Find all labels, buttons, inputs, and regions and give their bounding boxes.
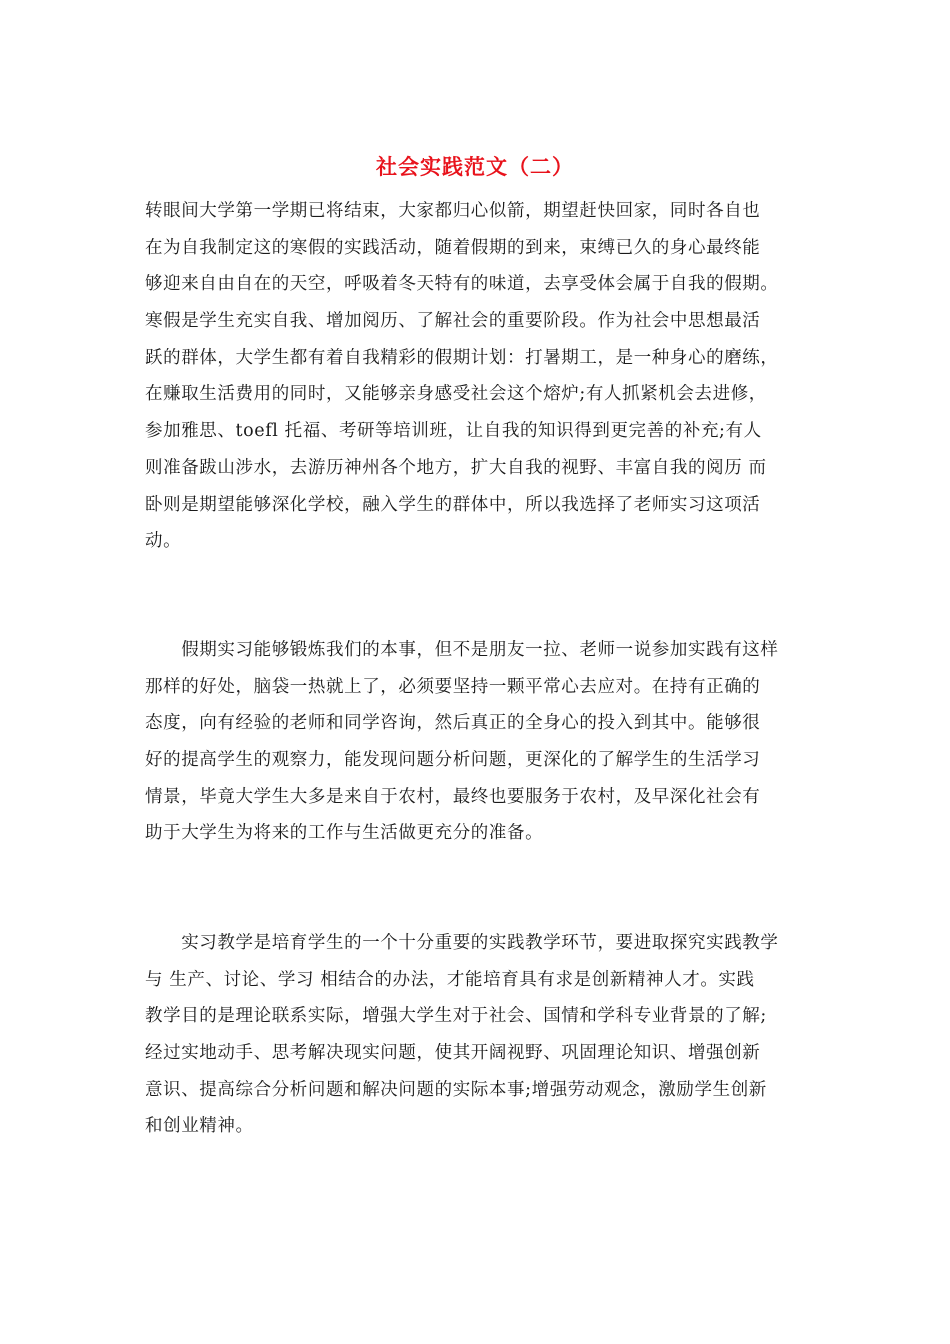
paragraph-line: 卧则是期望能够深化学校，融入学生的群体中，所以我选择了老师实习这项活 (145, 494, 761, 515)
paragraph-line: 则准备跋山涉水，去游历神州各个地方，扩大自我的视野、丰富自我的阅历 而 (145, 457, 767, 478)
paragraph-line: 意识、提高综合分析问题和解决问题的实际本事;增强劳动观念，激励学生创新 (145, 1079, 767, 1100)
document-title: 社会实践范文（二） (376, 154, 574, 179)
paragraph-line: 假期实习能够锻炼我们的本事，但不是朋友一拉、老师一说参加实践有这样 (145, 640, 779, 660)
paragraph-line: 动。 (145, 531, 182, 552)
paragraph-line: 转眼间大学第一学期已将结束，大家都归心似箭，期望赶快回家，同时各自也 (145, 201, 761, 221)
paragraph-line: 够迎来自由自在的天空，呼吸着冬天特有的味道，去享受体会属于自我的假期。 (145, 274, 779, 295)
paragraph-line: 教学目的是理论联系实际，增强大学生对于社会、国情和学科专业背景的了解; (145, 1006, 767, 1027)
paragraph-line: 实习教学是培育学生的一个十分重要的实践教学环节，要进取探究实践教学 (145, 933, 779, 953)
paragraph-line: 情景，毕竟大学生大多是来自于农村，最终也要服务于农村，及早深化社会有 (145, 786, 761, 807)
paragraph-2 (145, 632, 815, 852)
paragraph-line: 和创业精神。 (145, 1116, 254, 1137)
paragraph-1 (145, 193, 815, 560)
paragraph-line: 与 生产、讨论、学习 相结合的办法，才能培育具有求是创新精神人才。实践 (145, 969, 755, 990)
paragraph-line: 在为自我制定这的寒假的实践活动，随着假期的到来，束缚已久的身心最终能 (145, 237, 761, 258)
paragraph-line: 寒假是学生充实自我、增加阅历、了解社会的重要阶段。作为社会中思想最活 (145, 311, 761, 332)
paragraph-line: 跃的群体，大学生都有着自我精彩的假期计划：打暑期工，是一种身心的磨练， (145, 347, 779, 368)
paragraph-3 (145, 925, 815, 1145)
paragraph-line: 经过实地动手、思考解决现实问题，使其开阔视野、巩固理论知识、增强创新 (145, 1043, 761, 1064)
paragraph-line: 助于大学生为将来的工作与生活做更充分的准备。 (145, 823, 544, 844)
paragraph-line: 参加雅思、toefl 托福、考研等培训班，让自我的知识得到更完善的补充;有人 (145, 421, 762, 442)
paragraph-line: 好的提高学生的观察力，能发现问题分析问题，更深化的了解学生的生活学习 (145, 750, 761, 771)
paragraph-line: 态度，向有经验的老师和同学咨询，然后真正的全身心的投入到其中。能够很 (145, 713, 761, 734)
paragraph-line: 那样的好处，脑袋一热就上了，必须要坚持一颗平常心去应对。在持有正确的 (145, 676, 761, 697)
paragraph-line: 在赚取生活费用的同时，又能够亲身感受社会这个熔炉;有人抓紧机会去进修， (145, 384, 767, 405)
